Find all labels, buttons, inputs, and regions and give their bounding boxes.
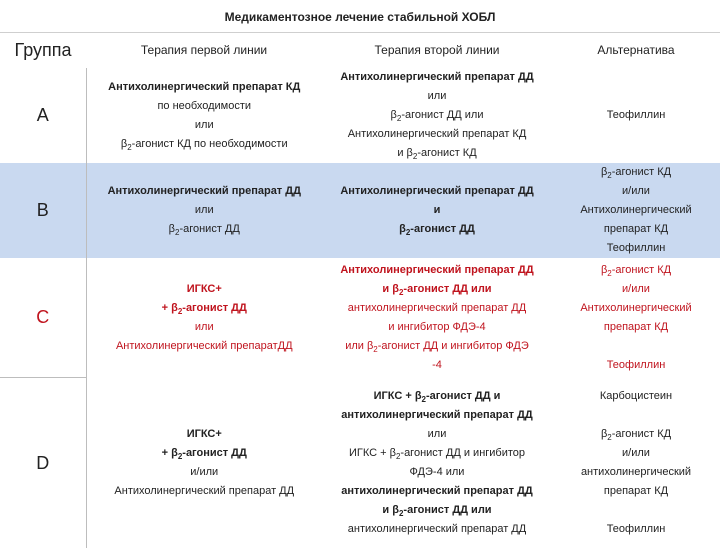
first-c-line-3: или — [87, 318, 323, 337]
alt-b-line-3: Антихолинергический — [552, 201, 720, 220]
alt-d-line-6: Теофиллин — [552, 520, 720, 539]
first-a-line-4: $\beta_2$-агонист КД по необходимости — [87, 135, 323, 154]
second-line-cell-b — [322, 163, 552, 258]
group-cell-b: B — [0, 163, 86, 258]
alt-cell-b — [552, 163, 720, 258]
group-cell-c: C — [0, 258, 86, 378]
header-first-line: Терапия первой линии — [86, 33, 322, 68]
second-a-line-2: или — [322, 87, 552, 106]
second-d-line-4: ИГКС + $\beta_2$-агонист ДД и ингибитор — [322, 444, 552, 463]
second-a-line-3: $\beta_2$-агонист ДД или — [322, 106, 552, 125]
alt-d-line-4: антихолинергический — [552, 463, 720, 482]
first-c-line-2: + $\beta_2$-агонист ДД — [87, 299, 323, 318]
second-a-line-1: Антихолинергический препарат ДД — [322, 68, 552, 87]
first-a-line-3: или — [87, 116, 323, 135]
second-line-cell-c — [322, 258, 552, 378]
second-c-line-3: антихолинергический препарат ДД — [322, 299, 552, 318]
group-cell-d: D — [0, 378, 86, 548]
first-line-cell-b — [86, 163, 322, 258]
alt-a-line-1: Теофиллин — [552, 106, 720, 125]
group-cell-a: A — [0, 68, 86, 163]
second-d-line-7: и $\beta_2$-агонист ДД или — [322, 501, 552, 520]
table-row-a — [0, 68, 720, 163]
second-b-line-1: Антихолинергический препарат ДД — [322, 182, 552, 201]
alt-d-line-5: препарат КД — [552, 482, 720, 501]
second-c-line-2: и $\beta_2$-агонист ДД или — [322, 280, 552, 299]
header-group: Группа — [0, 33, 86, 68]
second-c-line-4: и ингибитор ФДЭ-4 — [322, 318, 552, 337]
alt-c-line-2: и/или — [552, 280, 720, 299]
alt-cell-c — [552, 258, 720, 378]
second-d-line-3: или — [322, 425, 552, 444]
first-b-line-1: Антихолинергический препарат ДД — [87, 182, 323, 201]
alt-d-line-1: Карбоцистеин — [552, 387, 720, 406]
page-title: Медикаментозное лечение стабильной ХОБЛ — [0, 0, 720, 30]
first-b-line-3: $\beta_2$-агонист ДД — [87, 220, 323, 239]
second-c-line-6: -4 — [322, 356, 552, 375]
header-second-line: Терапия второй линии — [322, 33, 552, 68]
second-d-line-2: антихолинергический препарат ДД — [322, 406, 552, 425]
first-line-cell-a — [86, 68, 322, 163]
alt-c-line-3: Антихолинергический — [552, 299, 720, 318]
first-line-cell-c — [86, 258, 322, 378]
second-d-line-6: антихолинергический препарат ДД — [322, 482, 552, 501]
alt-b-line-1: $\beta_2$-агонист КД — [552, 163, 720, 182]
table-row-c — [0, 258, 720, 378]
first-c-line-1: ИГКС+ — [87, 280, 323, 299]
alt-b-line-4: препарат КД — [552, 220, 720, 239]
header-row — [0, 33, 720, 68]
second-c-line-1: Антихолинергический препарат ДД — [322, 261, 552, 280]
first-a-line-1: Антихолинергический препарат КД — [87, 78, 323, 97]
alt-d-line-2: $\beta_2$-агонист КД — [552, 425, 720, 444]
second-line-cell-d — [322, 378, 552, 548]
first-b-line-2: или — [87, 201, 323, 220]
treatment-table — [0, 33, 720, 548]
table-row-b — [0, 163, 720, 258]
alt-cell-a — [552, 68, 720, 163]
alt-b-line-5: Теофиллин — [552, 239, 720, 258]
second-a-line-4: Антихолинергический препарат КД — [322, 125, 552, 144]
second-d-line-8: антихолинергический препарат ДД — [322, 520, 552, 539]
alt-c-spacer — [552, 337, 720, 356]
alt-b-line-2: и/или — [552, 182, 720, 201]
second-b-line-2: и — [322, 201, 552, 220]
alt-cell-d — [552, 378, 720, 548]
first-a-line-2: по необходимости — [87, 97, 323, 116]
second-line-cell-a — [322, 68, 552, 163]
second-c-line-5: или $\beta_2$-агонист ДД и ингибитор ФДЭ — [322, 337, 552, 356]
second-d-line-5: ФДЭ-4 или — [322, 463, 552, 482]
second-b-line-3: $\beta_2$-агонист ДД — [322, 220, 552, 239]
header-alternative: Альтернатива — [552, 33, 720, 68]
first-d-line-4: Антихолинергический препарат ДД — [87, 482, 323, 501]
second-a-line-5: и $\beta_2$-агонист КД — [322, 144, 552, 163]
alt-d-spacer-1 — [552, 406, 720, 425]
first-line-cell-d — [86, 378, 322, 548]
alt-d-spacer-2 — [552, 501, 720, 520]
alt-c-line-5: Теофиллин — [552, 356, 720, 375]
first-d-line-1: ИГКС+ — [87, 425, 323, 444]
alt-c-line-4: препарат КД — [552, 318, 720, 337]
first-d-line-2: + $\beta_2$-агонист ДД — [87, 444, 323, 463]
alt-d-line-3: и/или — [552, 444, 720, 463]
first-c-line-4: Антихолинергический препаратДД — [87, 337, 323, 356]
second-d-line-1: ИГКС + $\beta_2$-агонист ДД и — [322, 387, 552, 406]
first-d-line-3: и/или — [87, 463, 323, 482]
alt-c-line-1: $\beta_2$-агонист КД — [552, 261, 720, 280]
table-row-d — [0, 378, 720, 548]
